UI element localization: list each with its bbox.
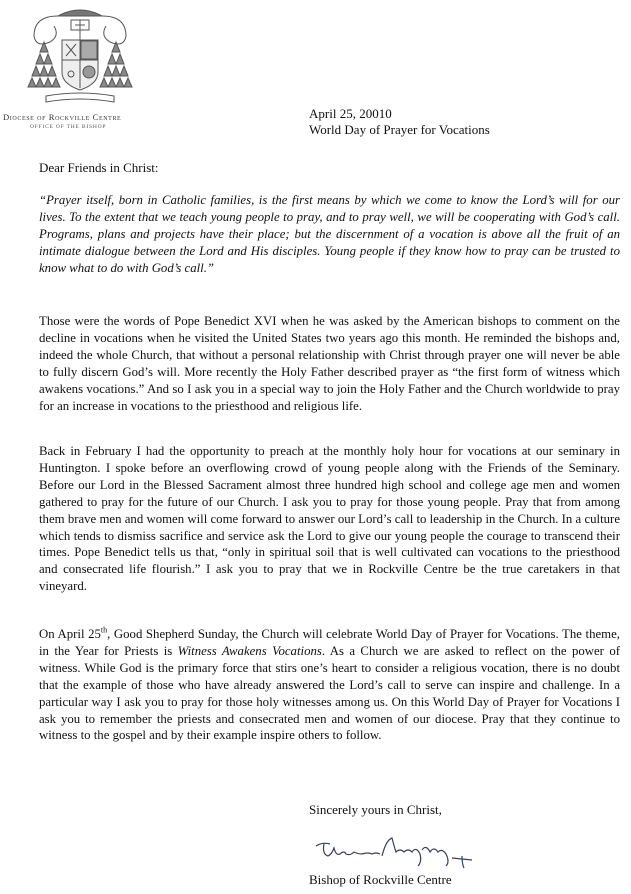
valediction: Sincerely yours in Christ, [309,802,442,817]
ordinal-suffix: th [100,625,108,635]
signer-title: Bishop of Rockville Centre [309,872,452,887]
letter-occasion: World Day of Prayer for Vocations [309,122,490,137]
paragraph-2: Back in February I had the opportunity to preach at the monthly holy hour for vocations at our seminary in Huntington. I spoke before an overflowing crowd of young people along with the Friends of the Seminary. Before our Lord in the Blessed Sacrament almost three hundred high school and college age men and women gathered to pray for the future of our Church. I ask you to pray for those young people. Pray that from among them brave men and women will come forward to answer our Lord’s call to leadership in the Church. In a culture which tends to dismiss sacrifice and service ask the Lord to give our young people the courage to transcend their times. Pope Benedict tells us that, “only in spiritual soil that is well cultivated can vocations to the priesthood and consecrated life flourish.” I ask you to pray that we in Rockville Centre be the true caretakers in that vineyard. [39,444,620,594]
paragraph-1: Those were the words of Pope Benedict XVI when he was asked by the American bishops to comment on the decline in vocations when he visited the United States two years ago this month. He reminded the bishops and, indeed the whole Church, that without a personal relationship with Christ through prayer one will never be able to fully discern God’s will. More recently the Holy Father described prayer as “the first form of witness which awakens vocations.” And so I ask you in a special way to join the Holy Father and the Church worldwide to pray for an increase in vocations to the priesthood and religious life. [39,314,620,413]
paragraph-3-after-sup: , Good Shepherd Sunday, the Church will celebrate World Day of Prayer for Vocations. The theme, in the Year for Priests is [39,627,620,658]
coat-of-arms-icon [22,2,138,110]
opening-quote: “Prayer itself, born in Catholic families, is the first means by which we come to know the Lord’s will for our lives. To the extent that we teach young people to pray, and to pray well, we will be cooperating with God’s call. Programs, plans and projects have their place; but the discernment of a vocation is above all the fruit of an intimate dialogue between the Lord and His disciples. Young people if they know how to pray can be trusted to know what to do with God’s call.” [39,193,620,275]
letter-date: April 25, 20010 [309,106,392,121]
letter-header [309,106,490,138]
paragraph-3-lead: On April 25 [39,627,101,641]
organization-name: Diocese of Rockville Centre [3,112,122,122]
paragraph-3 [39,626,620,744]
office-name: OFFICE OF THE BISHOP [30,124,107,130]
vocations-theme: Witness Awakens Vocations [177,643,322,658]
handwritten-signature-icon [312,832,482,872]
salutation: Dear Friends in Christ: [39,160,159,175]
paragraph-3-rest: . As a Church we are asked to reflect on the power of witness. While God is the primary force that stirs one’s heart to consider a religious vocation, there is no doubt that the example of those who have already answered the Lord’s call to serve can inspire and challenge. In a particular way I ask you to pray for those holy witnesses among us. On this World Day of Prayer for Vocations I ask you to remember the priests and consecrated men and women of our diocese. Pray that they continue to witness to the gospel and by their example inspire others to follow. [39,643,620,743]
